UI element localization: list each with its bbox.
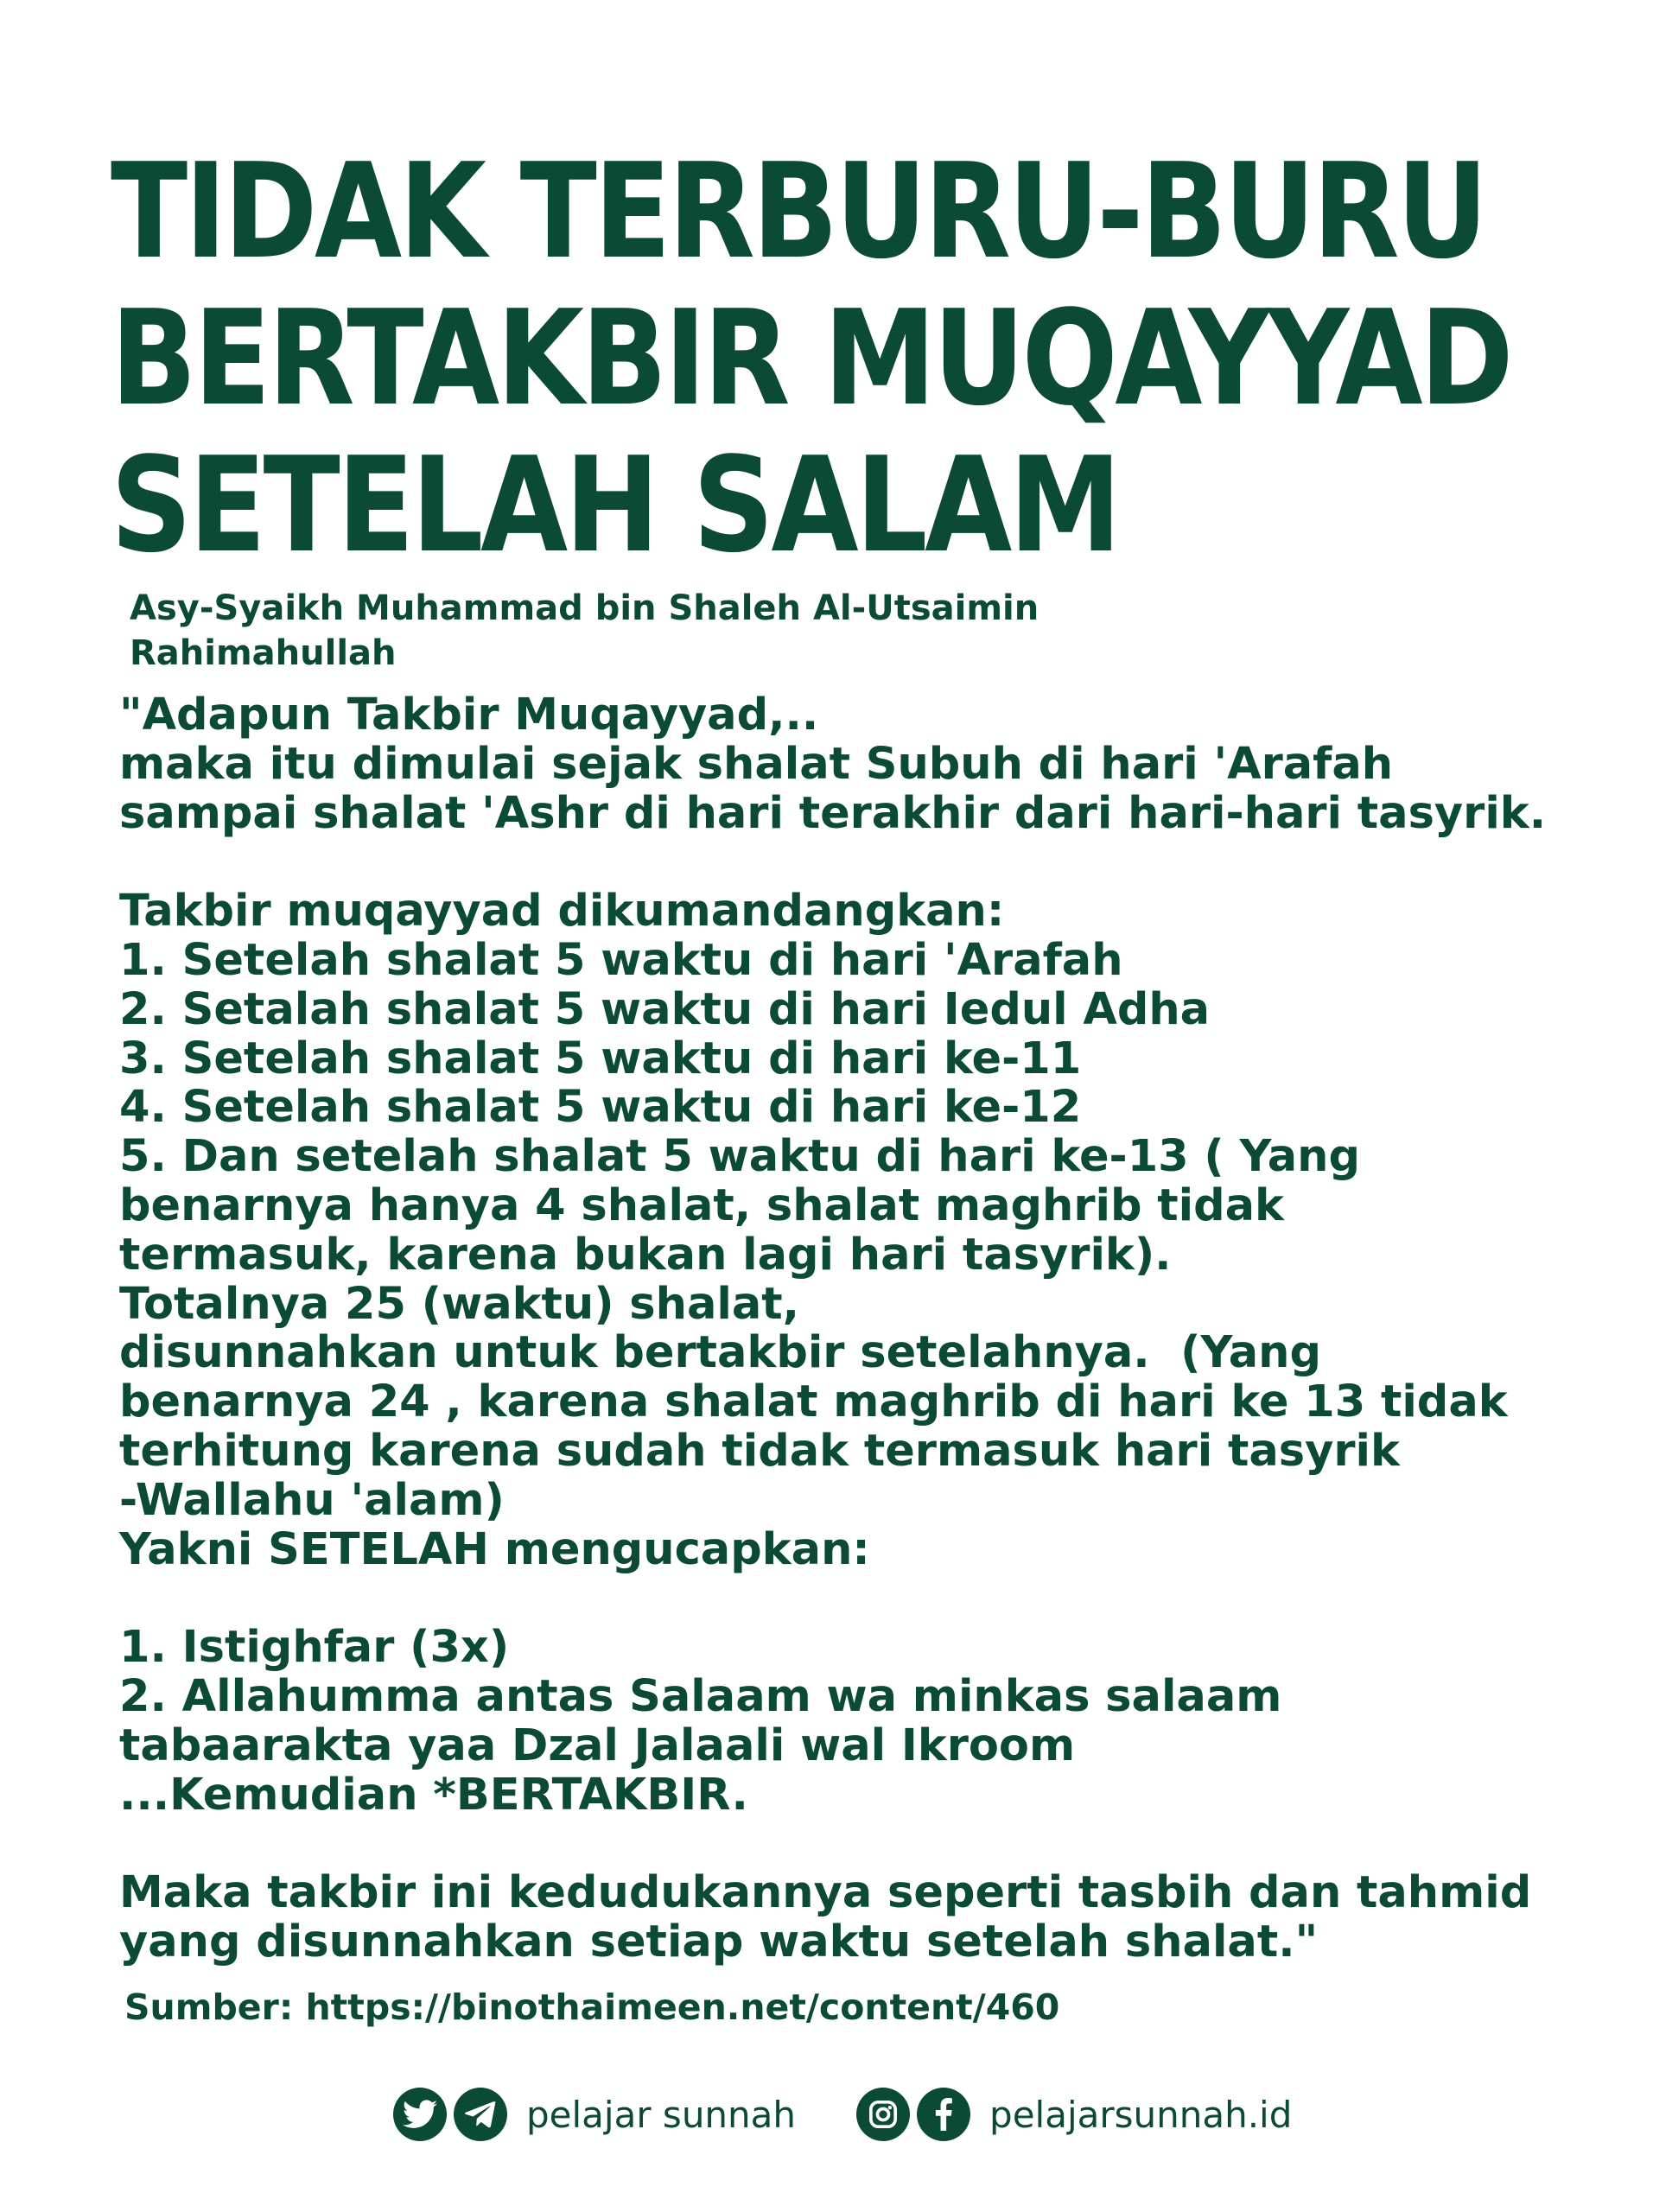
body-blank-line [119,1574,1614,1624]
body-list-item: 1. Istighfar (3x) [119,1622,510,1674]
instagram-icon[interactable] [856,2088,910,2141]
author-name: Asy-Syaikh Muhammad bin Shaleh Al-Utsaimin [130,588,1039,628]
source-citation: Sumber: https://binothaimeen.net/content/460 [124,1986,1060,2028]
page-title [111,135,1597,582]
body-line: "Adapun Takbir Muqayyad,.. [119,690,819,741]
body-blank-line [119,838,1614,887]
title-line-2: BERTAKBIR MUQAYYAD [111,282,1511,435]
body-line: maka itu dimulai sejak shalat Subuh di hari 'Arafah [119,738,1394,790]
body-line: ...Kemudian *BERTAKBIR. [119,1769,748,1821]
body-line: yang disunnahkan setiap waktu setelah shalat." [119,1916,1319,1967]
twitter-icon[interactable] [393,2088,447,2141]
body-line: sampai shalat 'Ashr di hari terakhir dari hari-hari tasyrik. [119,787,1547,839]
body-line: Totalnya 25 (waktu) shalat, [119,1278,800,1330]
body-line: Yakni SETELAH mengucapkan: [119,1523,870,1575]
telegram-icon[interactable] [454,2088,507,2141]
body-line: terhitung karena sudah tidak termasuk hari tasyrik [119,1425,1400,1477]
footer-social [393,2084,1292,2145]
quote-body [119,691,1614,1967]
body-list-item: 5. Dan setelah shalat 5 waktu di hari ke-13 ( Yang [119,1131,1360,1183]
facebook-icon[interactable] [917,2088,970,2141]
body-list-item: 2. Allahumma antas Salaam wa minkas salaam [119,1670,1282,1722]
body-list-item: 2. Setalah shalat 5 waktu di hari Iedul Adha [119,983,1211,1035]
title-line-3: SETELAH SALAM [111,429,1119,582]
body-line: benarnya hanya 4 shalat, shalat maghrib tidak [119,1179,1284,1231]
body-blank-line [119,1820,1614,1869]
body-list-item: 4. Setelah shalat 5 waktu di hari ke-12 [119,1082,1082,1134]
author-attribution [130,586,1339,676]
body-line: Takbir muqayyad dikumandangkan: [119,886,1005,938]
author-honorific: Rahimahullah [130,633,397,673]
body-list-item: 1. Setelah shalat 5 waktu di hari 'Arafah [119,934,1123,986]
social-handle-2: pelajarsunnah.id [989,2093,1293,2136]
body-line: -Wallahu 'alam) [119,1474,505,1526]
body-list-item: 3. Setelah shalat 5 waktu di hari ke-11 [119,1033,1082,1084]
body-line: termasuk, karena bukan lagi hari tasyrik). [119,1229,1172,1281]
social-handle-1: pelajar sunnah [526,2093,797,2136]
body-line: tabaarakta yaa Dzal Jalaali wal Ikroom [119,1719,1076,1771]
title-line-1: TIDAK TERBURU-BURU [111,135,1485,288]
body-line: disunnahkan untuk bertakbir setelahnya. (Yang [119,1327,1321,1379]
body-line: benarnya 24 , karena shalat maghrib di hari ke 13 tidak [119,1376,1508,1428]
body-line: Maka takbir ini kedudukannya seperti tasbih dan tahmid [119,1867,1532,1919]
